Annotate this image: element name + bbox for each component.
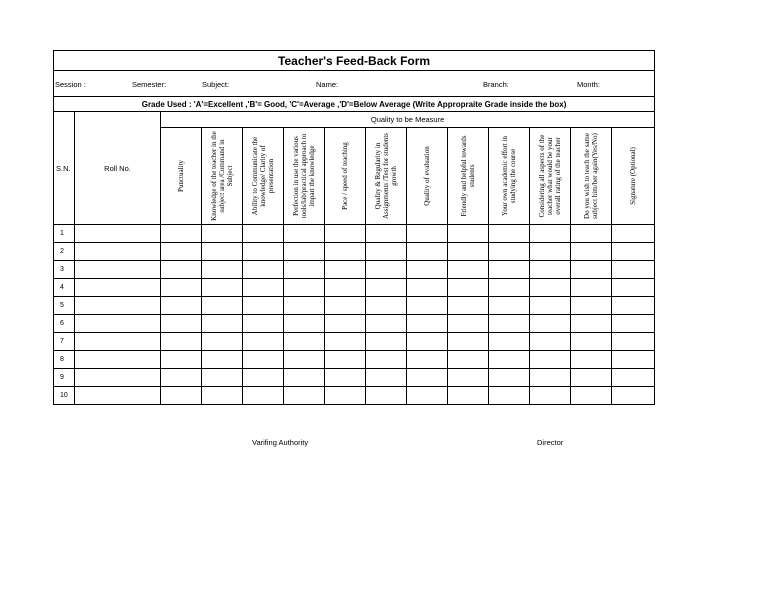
grade-cell[interactable] [530,333,571,351]
grade-cell[interactable] [202,351,243,369]
grade-cell[interactable] [325,315,366,333]
criteria-label: Your own academic effort in studying the course [501,135,517,217]
grade-cell[interactable] [243,261,284,279]
name-label: Name: [316,80,339,89]
grade-cell[interactable] [243,243,284,261]
grade-cell[interactable] [571,225,612,243]
semester-label: Semester: [132,80,167,89]
grade-cell[interactable] [366,369,407,387]
branch-label: Branch: [483,80,509,89]
grade-cell[interactable] [530,225,571,243]
roll-cell[interactable] [75,225,161,243]
grade-cell[interactable] [366,351,407,369]
grade-cell[interactable] [530,243,571,261]
grade-cell[interactable] [243,297,284,315]
row-number: 9 [54,369,75,387]
table-row [54,261,655,279]
subject-label: Subject: [202,80,230,89]
criteria-header [407,128,448,225]
grade-cell[interactable] [489,387,530,405]
grade-cell[interactable] [612,225,655,243]
grade-cell[interactable] [530,315,571,333]
criteria-header [284,128,325,225]
grade-cell[interactable] [530,279,571,297]
grade-cell[interactable] [407,261,448,279]
criteria-label: Punctuality [177,160,185,192]
grade-cell[interactable] [612,387,655,405]
grade-cell[interactable] [571,243,612,261]
grade-cell[interactable] [325,369,366,387]
grade-cell[interactable] [243,333,284,351]
session-label: Session : [55,80,86,89]
grade-cell[interactable] [284,369,325,387]
grade-cell[interactable] [366,279,407,297]
roll-cell[interactable] [75,387,161,405]
roll-cell[interactable] [75,333,161,351]
grade-cell[interactable] [612,279,655,297]
criteria-label: Quality of evaluation [423,146,431,206]
table-row [54,315,655,333]
criteria-label: Friendly and helpful towards students [460,135,476,217]
verifying-authority-label: Varifing Authority [252,438,309,447]
grade-cell[interactable] [530,351,571,369]
grade-cell[interactable] [243,279,284,297]
grade-cell[interactable] [407,243,448,261]
grade-cell[interactable] [161,261,202,279]
grade-cell[interactable] [571,297,612,315]
grade-cell[interactable] [202,333,243,351]
criteria-label: Knowledge of the teacher in the subject area /Command in Subject [210,131,234,221]
criteria-header [243,128,284,225]
criteria-header [448,128,489,225]
grade-cell[interactable] [448,225,489,243]
row-number: 4 [54,279,75,297]
criteria-label: Pace / speed of teaching [341,142,349,210]
grade-cell[interactable] [325,261,366,279]
info-row [54,71,655,97]
roll-header: Roll No. [75,112,161,225]
grade-cell[interactable] [530,387,571,405]
grade-cell[interactable] [407,225,448,243]
grade-cell[interactable] [448,387,489,405]
grade-cell[interactable] [612,315,655,333]
grade-cell[interactable] [161,333,202,351]
grade-cell[interactable] [407,315,448,333]
grade-cell[interactable] [407,297,448,315]
grade-cell[interactable] [366,333,407,351]
grade-cell[interactable] [571,333,612,351]
grade-cell[interactable] [448,297,489,315]
roll-cell[interactable] [75,351,161,369]
grade-cell[interactable] [325,387,366,405]
grade-cell[interactable] [571,351,612,369]
roll-cell[interactable] [75,279,161,297]
grade-cell[interactable] [530,369,571,387]
roll-cell[interactable] [75,243,161,261]
grade-cell[interactable] [448,243,489,261]
form-title: Teacher's Feed-Back Form [54,51,655,71]
grade-cell[interactable] [284,387,325,405]
roll-cell[interactable] [75,369,161,387]
grade-cell[interactable] [243,315,284,333]
grade-cell[interactable] [489,243,530,261]
grade-cell[interactable] [161,315,202,333]
grade-cell[interactable] [448,369,489,387]
feedback-form [53,50,654,405]
table-row [54,387,655,405]
grade-cell[interactable] [489,261,530,279]
grade-cell[interactable] [489,297,530,315]
criteria-header [202,128,243,225]
grade-cell[interactable] [284,225,325,243]
grade-cell[interactable] [325,225,366,243]
grade-cell[interactable] [202,315,243,333]
quality-header: Quality to be Measure [161,112,655,128]
sn-header: S.N. [54,112,75,225]
row-number: 10 [54,387,75,405]
grade-cell[interactable] [448,279,489,297]
grade-cell[interactable] [325,333,366,351]
grade-cell[interactable] [161,351,202,369]
grade-cell[interactable] [612,243,655,261]
row-number: 7 [54,333,75,351]
criteria-label: Ability to Communicate the knowledge/ Clarity of presentation [251,136,275,216]
grade-cell[interactable] [448,333,489,351]
row-number: 2 [54,243,75,261]
grade-cell[interactable] [325,351,366,369]
grade-cell[interactable] [325,243,366,261]
grade-cell[interactable] [489,315,530,333]
roll-cell[interactable] [75,315,161,333]
grade-cell[interactable] [489,279,530,297]
grade-cell[interactable] [202,279,243,297]
grade-cell[interactable] [243,351,284,369]
grade-cell[interactable] [612,351,655,369]
roll-cell[interactable] [75,297,161,315]
table-row [54,369,655,387]
grade-cell[interactable] [571,369,612,387]
grade-legend: Grade Used : 'A'=Excellent ,'B'= Good, 'C'=Average ,'D'=Below Average (Write Appropraite Grade inside the box) [54,97,655,112]
grade-cell[interactable] [366,261,407,279]
grade-cell[interactable] [407,279,448,297]
criteria-header [489,128,530,225]
grade-cell[interactable] [407,387,448,405]
criteria-label: Perfection in use the various tools/lab/practical approach to impart the knowledge [292,133,316,219]
grade-cell[interactable] [489,351,530,369]
criteria-label: Quality & Regularity in Assignments /Test for students growth [374,132,398,220]
row-number: 5 [54,297,75,315]
grade-cell[interactable] [284,261,325,279]
grade-cell[interactable] [366,243,407,261]
grade-cell[interactable] [571,315,612,333]
table-row [54,225,655,243]
grade-cell[interactable] [284,279,325,297]
director-label: Director [537,438,564,447]
grade-cell[interactable] [284,243,325,261]
grade-cell[interactable] [571,279,612,297]
grade-cell[interactable] [243,369,284,387]
grade-cell[interactable] [284,297,325,315]
grade-cell[interactable] [448,351,489,369]
month-label: Month: [577,80,600,89]
criteria-label: Considering all aspects of the teacher what would be your overall rating of the teacher [538,134,562,218]
criteria-header [366,128,407,225]
grade-cell[interactable] [161,387,202,405]
grade-cell[interactable] [202,225,243,243]
grade-cell[interactable] [243,387,284,405]
criteria-label: Signature (Optional) [629,147,638,205]
grade-cell[interactable] [366,387,407,405]
table-row [54,333,655,351]
grade-cell[interactable] [571,387,612,405]
grade-cell[interactable] [489,333,530,351]
grade-cell[interactable] [530,261,571,279]
grade-cell[interactable] [325,279,366,297]
grade-cell[interactable] [530,297,571,315]
grade-cell[interactable] [489,225,530,243]
table-row [54,279,655,297]
grade-cell[interactable] [202,243,243,261]
grade-cell[interactable] [161,279,202,297]
row-number: 1 [54,225,75,243]
grade-cell[interactable] [407,369,448,387]
grade-cell[interactable] [243,225,284,243]
grade-cell[interactable] [202,369,243,387]
grade-cell[interactable] [407,351,448,369]
grade-cell[interactable] [489,369,530,387]
grade-cell[interactable] [612,333,655,351]
grade-cell[interactable] [366,225,407,243]
criteria-header [325,128,366,225]
grade-cell[interactable] [612,261,655,279]
grade-cell[interactable] [202,297,243,315]
form-rows [54,225,655,405]
table-row [54,243,655,261]
grade-cell[interactable] [161,243,202,261]
grade-cell[interactable] [448,315,489,333]
grade-cell[interactable] [284,333,325,351]
roll-cell[interactable] [75,261,161,279]
grade-cell[interactable] [161,297,202,315]
grade-cell[interactable] [325,297,366,315]
grade-cell[interactable] [202,387,243,405]
grade-cell[interactable] [448,261,489,279]
table-row [54,297,655,315]
grade-cell[interactable] [284,351,325,369]
criteria-header [571,128,612,225]
criteria-header [161,128,202,225]
table-row [54,351,655,369]
row-number: 6 [54,315,75,333]
grade-cell[interactable] [571,261,612,279]
criteria-label: Do you wish to teach the same subject him/her again(Yes/No) [583,133,599,219]
grade-cell[interactable] [161,225,202,243]
grade-cell[interactable] [366,297,407,315]
grade-cell[interactable] [202,261,243,279]
row-number: 3 [54,261,75,279]
criteria-header [612,128,655,225]
grade-cell[interactable] [612,297,655,315]
feedback-table [53,50,655,405]
grade-cell[interactable] [407,333,448,351]
grade-cell[interactable] [161,369,202,387]
grade-cell[interactable] [366,315,407,333]
grade-cell[interactable] [284,315,325,333]
criteria-header [530,128,571,225]
row-number: 8 [54,351,75,369]
grade-cell[interactable] [612,369,655,387]
